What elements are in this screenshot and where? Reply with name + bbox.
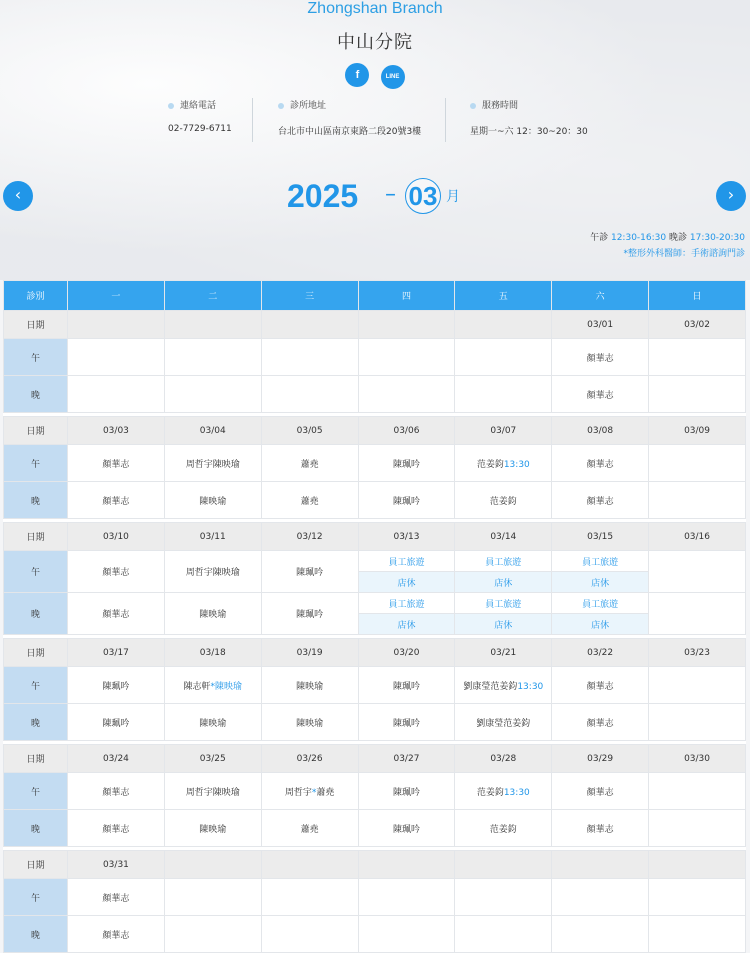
date-cell: 03/31	[68, 851, 165, 879]
date-cell	[164, 851, 261, 879]
date-row	[4, 417, 746, 445]
date-cell: 03/08	[552, 417, 649, 445]
header-cell: 二	[164, 281, 261, 311]
date-cell	[649, 851, 746, 879]
date-cell	[455, 851, 552, 879]
doctor-cell: 陳映瑜	[164, 593, 261, 635]
doctor-cell	[164, 376, 261, 413]
doctor-cell	[649, 551, 746, 593]
surgeon-marker: *	[311, 787, 317, 798]
doctor-cell	[455, 916, 552, 953]
phone-info	[168, 98, 232, 142]
doctor-cell: 顏華志	[552, 445, 649, 482]
noon-label: 午	[4, 445, 68, 482]
doctor-cell	[358, 879, 455, 916]
date-cell	[261, 851, 358, 879]
doctor-cell	[358, 916, 455, 953]
address-title: 診所地址	[290, 101, 327, 111]
doctor-cell: 顏華志	[552, 810, 649, 847]
doctor-cell: 顏華志	[68, 879, 165, 916]
date-cell: 03/15	[552, 523, 649, 551]
noon-label: 午	[4, 879, 68, 916]
address-value: 台北市中山區南京東路二段20號3樓	[278, 127, 422, 137]
doctor-cell: 陳珮吟	[358, 482, 455, 519]
date-label: 日期	[4, 851, 68, 879]
doctor-cell	[68, 339, 165, 376]
doctor-cell	[649, 810, 746, 847]
doctor-name: 蕭堯	[316, 787, 335, 798]
closed-label: 店休	[552, 613, 648, 634]
doctor-cell: 陳珮吟	[261, 551, 358, 593]
date-cell: 03/03	[68, 417, 165, 445]
date-cell: 03/12	[261, 523, 358, 551]
doctor-cell: 顏華志	[552, 667, 649, 704]
doctor-cell	[649, 916, 746, 953]
hours-info	[470, 98, 588, 142]
doctor-cell: 顏華志	[68, 916, 165, 953]
date-row	[4, 745, 746, 773]
date-cell: 03/11	[164, 523, 261, 551]
evening-label: 晚	[4, 810, 68, 847]
doctor-cell: 顏華志	[68, 551, 165, 593]
date-row	[4, 523, 746, 551]
doctor-name: 范姜鈞	[476, 459, 504, 470]
date-cell	[358, 851, 455, 879]
doctor-cell: 蕭堯	[261, 810, 358, 847]
doctor-cell: 陳映瑜	[261, 667, 358, 704]
start-time: 13:30	[503, 459, 530, 470]
doctor-cell	[358, 339, 455, 376]
doctor-cell: 陳珮吟	[261, 593, 358, 635]
closed-label: 店休	[552, 571, 648, 592]
doctor-cell	[164, 879, 261, 916]
doctor-cell: 陳映瑜	[164, 810, 261, 847]
evening-label: 晚	[4, 593, 68, 635]
doctor-cell	[455, 445, 552, 482]
doctor-cell: 陳珮吟	[358, 667, 455, 704]
doctor-cell	[68, 376, 165, 413]
date-cell: 03/07	[455, 417, 552, 445]
doctor-cell: 陳珮吟	[68, 667, 165, 704]
doctor-cell: 顏華志	[68, 810, 165, 847]
date-cell	[552, 851, 649, 879]
doctor-cell: 陳珮吟	[68, 704, 165, 741]
start-time: 13:30	[503, 787, 530, 798]
doctor-cell: 周哲宇陳映瑜	[164, 773, 261, 810]
closed-label: 店休	[359, 571, 455, 592]
date-cell	[358, 311, 455, 339]
date-cell: 03/27	[358, 745, 455, 773]
date-cell: 03/17	[68, 639, 165, 667]
evening-label: 晚	[4, 376, 68, 413]
evening-session-label: 晚診	[668, 233, 687, 243]
bullet-icon	[470, 103, 476, 109]
noon-session-label: 午診	[590, 233, 609, 243]
doctor-cell	[649, 773, 746, 810]
staff-trip-label: 員工旅遊	[359, 593, 455, 613]
contact-info	[0, 98, 750, 148]
doctor-cell: 顏華志	[552, 773, 649, 810]
date-row	[4, 311, 746, 339]
surgeon-marker: *陳映瑜	[210, 681, 243, 692]
closure-cell	[358, 593, 455, 635]
date-cell	[455, 311, 552, 339]
social-links	[0, 63, 750, 89]
date-cell: 03/16	[649, 523, 746, 551]
doctor-cell	[261, 339, 358, 376]
line-icon[interactable]: LINE	[381, 65, 405, 89]
date-cell: 03/10	[68, 523, 165, 551]
date-label: 日期	[4, 523, 68, 551]
date-cell: 03/24	[68, 745, 165, 773]
doctor-cell: 蕭堯	[261, 482, 358, 519]
doctor-cell	[455, 339, 552, 376]
noon-row	[4, 667, 746, 704]
header-cell: 診別	[4, 281, 68, 311]
doctor-cell	[649, 879, 746, 916]
date-cell: 03/25	[164, 745, 261, 773]
header-cell: 三	[261, 281, 358, 311]
staff-trip-label: 員工旅遊	[455, 551, 551, 571]
noon-session-time: 12:30-16:30	[610, 233, 667, 243]
date-cell: 03/09	[649, 417, 746, 445]
branch-name-english: Zhongshan Branch	[307, 0, 443, 17]
doctor-cell	[455, 667, 552, 704]
doctor-cell	[261, 376, 358, 413]
session-legend	[590, 230, 745, 259]
doctor-cell	[455, 879, 552, 916]
noon-label: 午	[4, 667, 68, 704]
doctor-cell	[649, 376, 746, 413]
address-info	[278, 98, 421, 142]
doctor-cell: 范姜鈞	[455, 810, 552, 847]
doctor-cell: 陳珮吟	[358, 810, 455, 847]
doctor-name: 劉康瑩范姜鈞	[463, 681, 518, 692]
evening-row	[4, 482, 746, 519]
doctor-cell: 蕭堯	[261, 445, 358, 482]
closure-cell	[552, 551, 649, 593]
month-label: 03	[405, 178, 441, 214]
header-cell: 四	[358, 281, 455, 311]
evening-row	[4, 593, 746, 635]
staff-trip-label: 員工旅遊	[552, 551, 648, 571]
staff-trip-label: 員工旅遊	[359, 551, 455, 571]
doctor-name: 周哲宇	[284, 787, 312, 798]
noon-label: 午	[4, 551, 68, 593]
facebook-icon[interactable]: f	[345, 63, 369, 87]
staff-trip-label: 員工旅遊	[455, 593, 551, 613]
evening-label: 晚	[4, 704, 68, 741]
doctor-name: 范姜鈞	[476, 787, 504, 798]
closure-cell	[552, 593, 649, 635]
doctor-cell	[649, 482, 746, 519]
doctor-cell: 劉康瑩范姜鈞	[455, 704, 552, 741]
doctor-cell	[261, 916, 358, 953]
date-row	[4, 639, 746, 667]
header-cell: 一	[68, 281, 165, 311]
doctor-cell: 顏華志	[552, 339, 649, 376]
evening-row	[4, 376, 746, 413]
noon-row	[4, 551, 746, 593]
doctor-cell	[552, 879, 649, 916]
doctor-cell: 陳映瑜	[164, 704, 261, 741]
doctor-cell	[649, 704, 746, 741]
bullet-icon	[168, 103, 174, 109]
doctor-cell	[649, 593, 746, 635]
evening-row	[4, 704, 746, 741]
closure-cell	[455, 593, 552, 635]
divider	[252, 98, 253, 142]
doctor-cell: 陳映瑜	[164, 482, 261, 519]
closure-cell	[358, 551, 455, 593]
phone-title: 連絡電話	[180, 101, 217, 111]
date-cell: 03/20	[358, 639, 455, 667]
noon-label: 午	[4, 773, 68, 810]
doctor-cell	[455, 773, 552, 810]
doctor-cell	[455, 376, 552, 413]
date-row	[4, 851, 746, 879]
table-header-row	[4, 281, 746, 311]
date-cell: 03/01	[552, 311, 649, 339]
noon-row	[4, 445, 746, 482]
noon-row	[4, 339, 746, 376]
doctor-cell	[164, 916, 261, 953]
doctor-cell: 顏華志	[68, 445, 165, 482]
doctor-cell: 顏華志	[552, 376, 649, 413]
doctor-cell: 周哲宇陳映瑜	[164, 551, 261, 593]
closed-label: 店休	[455, 571, 551, 592]
doctor-cell	[649, 667, 746, 704]
doctor-cell	[552, 916, 649, 953]
doctor-cell: 顏華志	[552, 482, 649, 519]
date-cell: 03/19	[261, 639, 358, 667]
doctor-cell	[261, 879, 358, 916]
date-cell: 03/14	[455, 523, 552, 551]
doctor-cell: 顏華志	[68, 773, 165, 810]
date-cell: 03/02	[649, 311, 746, 339]
doctor-cell: 范姜鈞	[455, 482, 552, 519]
month-navigator	[0, 178, 750, 218]
date-label: 日期	[4, 639, 68, 667]
chevron-right-icon[interactable]: ›	[716, 181, 746, 211]
doctor-cell: 顏華志	[552, 704, 649, 741]
date-cell: 03/13	[358, 523, 455, 551]
date-label: 日期	[4, 417, 68, 445]
hours-title: 服務時間	[482, 101, 519, 111]
noon-label: 午	[4, 339, 68, 376]
date-cell: 03/29	[552, 745, 649, 773]
date-cell: 03/06	[358, 417, 455, 445]
doctor-cell	[649, 339, 746, 376]
divider	[445, 98, 446, 142]
closed-label: 店休	[359, 613, 455, 634]
date-cell	[68, 311, 165, 339]
branch-name-chinese: 中山分院	[337, 32, 413, 53]
date-cell: 03/05	[261, 417, 358, 445]
doctor-cell	[649, 445, 746, 482]
header-cell: 五	[455, 281, 552, 311]
bullet-icon	[278, 103, 284, 109]
doctor-cell	[261, 773, 358, 810]
doctor-cell: 周哲宇陳映瑜	[164, 445, 261, 482]
evening-row	[4, 916, 746, 953]
closure-cell	[455, 551, 552, 593]
hours-value: 星期一~六 12：30~20：30	[470, 127, 588, 137]
date-cell: 03/28	[455, 745, 552, 773]
date-cell: 03/18	[164, 639, 261, 667]
chevron-left-icon[interactable]: ‹	[3, 181, 33, 211]
date-cell: 03/22	[552, 639, 649, 667]
header-cell: 六	[552, 281, 649, 311]
schedule-table	[3, 280, 746, 953]
doctor-cell: 陳珮吟	[358, 445, 455, 482]
date-cell: 03/26	[261, 745, 358, 773]
date-cell: 03/04	[164, 417, 261, 445]
year-label: 2025	[287, 178, 359, 214]
evening-session-time: 17:30-20:30	[689, 233, 745, 243]
date-label: 日期	[4, 311, 68, 339]
doctor-cell: 顏華志	[68, 482, 165, 519]
doctor-cell: 陳珮吟	[358, 773, 455, 810]
doctor-name: 陳志軒	[183, 681, 211, 692]
doctor-cell: 陳映瑜	[261, 704, 358, 741]
date-cell	[261, 311, 358, 339]
doctor-cell	[358, 376, 455, 413]
date-cell: 03/23	[649, 639, 746, 667]
year-month-separator: –	[385, 182, 396, 207]
staff-trip-label: 員工旅遊	[552, 593, 648, 613]
noon-row	[4, 773, 746, 810]
date-label: 日期	[4, 745, 68, 773]
start-time: 13:30	[517, 681, 544, 692]
doctor-cell: 陳珮吟	[358, 704, 455, 741]
date-cell	[164, 311, 261, 339]
month-suffix: 月	[446, 189, 460, 205]
closed-label: 店休	[455, 613, 551, 634]
date-cell: 03/30	[649, 745, 746, 773]
doctor-cell	[164, 667, 261, 704]
evening-row	[4, 810, 746, 847]
evening-label: 晚	[4, 916, 68, 953]
surgeon-note: *整形外科醫師：手術諮詢門診	[623, 249, 745, 259]
doctor-cell	[164, 339, 261, 376]
doctor-cell: 顏華志	[68, 593, 165, 635]
noon-row	[4, 879, 746, 916]
phone-number[interactable]: 02-7729-6711	[168, 124, 232, 134]
header-cell: 日	[649, 281, 746, 311]
evening-label: 晚	[4, 482, 68, 519]
date-cell: 03/21	[455, 639, 552, 667]
